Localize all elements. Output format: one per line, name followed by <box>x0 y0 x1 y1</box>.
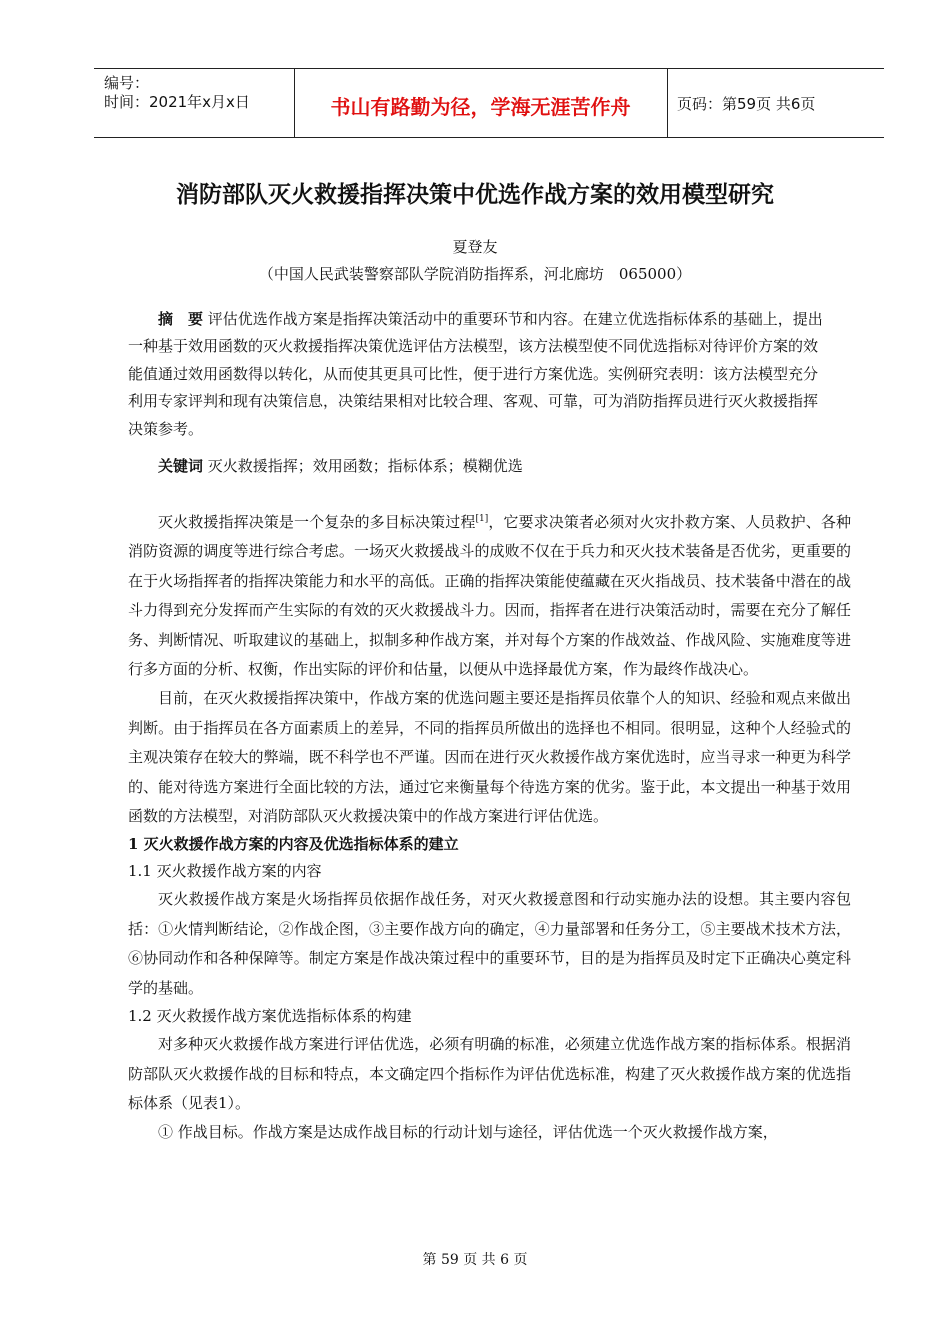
paragraph-objective: ① 作战目标。作战方案是达成作战目标的行动计划与途径，评估优选一个灭火救援作战方案， <box>158 1123 778 1142</box>
page-header <box>94 68 884 138</box>
article-author: 夏登友 <box>452 238 498 256</box>
section-heading-1-2: 1.2 灭火救援作战方案优选指标体系的构建 <box>128 1007 412 1026</box>
keywords-text: 灭火救援指挥；效用函数；指标体系；模糊优选 <box>207 457 523 475</box>
doc-number-label: 编号： <box>104 74 150 92</box>
abstract-label: 摘 要 <box>158 310 204 328</box>
section-heading-1-1: 1.1 灭火救援作战方案的内容 <box>128 862 322 881</box>
article-body <box>128 508 851 1148</box>
page-footer: 第 59 页 共 6 页 <box>422 1252 528 1268</box>
paragraph-intro-b: ，它要求决策者必须对火灾扑救方案、人员救护、各种消防资源的调度等进行综合考虑。一场灭火救援战斗的成败不仅在于兵力和灭火技术装备是否优劣，更重要的在于火场指挥者的指挥决策能力和水平的高低。正确的指挥决策能使蕴藏在灭火指战员、技术装备中潜在的战斗力得到充分发挥而产生实际的有效的灭火救援战斗力。因而，指挥者在进行决策活动时，需要在充分了解任务、判断情况、听取建议的基础上，拟制多种作战方案，并对每个方案的作战效益、作战风险、实施难度等进行多方面的分析、权衡，作出实际的评价和估量，以便从中选择最优方案，作为最终作战决心。 <box>128 513 851 679</box>
keywords-label: 关键词 <box>158 457 204 475</box>
abstract <box>128 306 828 443</box>
header-page-cell <box>667 69 884 137</box>
section-heading-1: 1 灭火救援作战方案的内容及优选指标体系的建立 <box>128 835 459 854</box>
header-motto: 书山有路勤为径，学海无涯苦作舟 <box>330 95 631 119</box>
paragraph-intro-a: 灭火救援指挥决策是一个复杂的多目标决策过程 <box>158 513 476 531</box>
paragraph-plan-content: 灭火救援作战方案是火场指挥员依据作战任务，对灭火救援意图和行动实施办法的设想。其主要内容包括：①火情判断结论，②作战企图，③主要作战方向的确定，④力量部署和任务分工，⑤主要战术技术方法，⑥协同动作和各种保障等。制定方案是作战决策过程中的重要环节，目的是为指挥员及时定下正确决心奠定科学的基础。 <box>128 890 851 997</box>
paragraph-intro <box>128 508 851 684</box>
header-motto-cell <box>294 69 668 137</box>
citation-ref[interactable]: [1] <box>475 514 489 524</box>
keywords <box>128 453 828 479</box>
header-meta-cell <box>94 69 295 137</box>
doc-time-label: 时间：2021年x月x日 <box>104 93 250 111</box>
paragraph-current: 目前，在灭火救援指挥决策中，作战方案的优选问题主要还是指挥员依靠个人的知识、经验和观点来做出判断。由于指挥员在各方面素质上的差异，不同的指挥员所做出的选择也不相同。很明显，这种个人经验式的主观决策存在较大的弊端，既不科学也不严谨。因而在进行灭火救援作战方案优选时，应当寻求一种更为科学的、能对待选方案进行全面比较的方法，通过它来衡量每个待选方案的优劣。鉴于此，本文提出一种基于效用函数的方法模型，对消防部队灭火救援决策中的作战方案进行评估优选。 <box>128 689 851 826</box>
header-page-label: 页码：第59页 共6页 <box>677 95 816 113</box>
article-title: 消防部队灭火救援指挥决策中优选作战方案的效用模型研究 <box>176 182 774 208</box>
article-affiliation: （中国人民武装警察部队学院消防指挥系，河北廊坊 065000） <box>258 265 692 283</box>
abstract-text: 评估优选作战方案是指挥决策活动中的重要环节和内容。在建立优选指标体系的基础上，提出一种基于效用函数的灭火救援指挥决策优选评估方法模型，该方法模型使不同优选指标对待评价方案的效能值通过效用函数得以转化，从而使其更具可比性，便于进行方案优选。实例研究表明：该方法模型充分利用专家评判和现有决策信息，决策结果相对比较合理、客观、可靠，可为消防指挥员进行灭火救援指挥决策参考。 <box>128 310 823 438</box>
paragraph-index-system: 对多种灭火救援作战方案进行评估优选，必须有明确的标准，必须建立优选作战方案的指标体系。根据消防部队灭火救援作战的目标和特点，本文确定四个指标作为评估优选标准，构建了灭火救援作战方案的优选指标体系（见表1）。 <box>128 1035 851 1112</box>
